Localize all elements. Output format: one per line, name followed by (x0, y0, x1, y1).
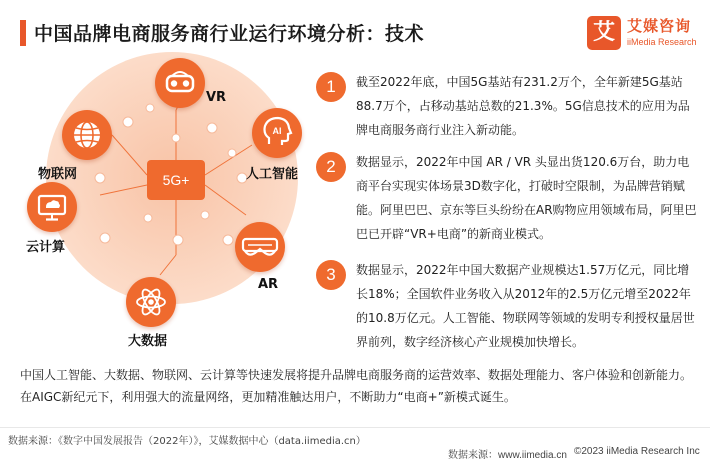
cloud-computing-node (27, 182, 77, 232)
point-1-number: 1 (316, 72, 346, 102)
point-2-number: 2 (316, 152, 346, 182)
ai-label: 人工智能 (246, 167, 299, 182)
globe-icon (62, 110, 112, 160)
svg-text:AI: AI (272, 126, 282, 136)
point-1 (316, 70, 701, 142)
point-3-text: 数据显示，2022年中国大数据产业规模达1.57万亿元，同比增长18%；全国软件业务收入从2012年的2.5万亿元增至2022年的10.8万亿元。人工智能、物联网等领域的发明专利授权量居世界前列，数字经济核心产业规模加快增长。 (356, 263, 695, 349)
hub-5g: 5G+ (147, 160, 205, 200)
point-2-text: 数据显示，2022年中国 AR / VR 头显出货120.6万台，助力电商平台实现实体场景3D数字化，打破时空限制，为品牌营销赋能。阿里巴巴、京东等巨头纷纷在AR购物应用领域布局，阿里巴巴已开辟“VR+电商”的新商业模式。 (356, 155, 697, 241)
point-3-number: 3 (316, 260, 346, 290)
big-data-node (126, 277, 176, 327)
logo-name: 艾媒咨询 (627, 17, 692, 35)
cloud-computing-label: 云计算 (26, 240, 66, 255)
vr-label: VR (206, 90, 227, 105)
technology-diagram (0, 50, 320, 355)
ar-label: AR (258, 277, 279, 292)
data-source: 数据来源：《数字中国发展报告（2022年）》，艾媒数据中心（data.iimedia.cn） (8, 436, 366, 447)
site-url: 数据来源：www.iimedia.cn (448, 450, 567, 461)
ai-head-icon (252, 108, 302, 158)
iot-node (62, 110, 112, 160)
logo-subtitle: iiMedia Research (627, 37, 697, 47)
iot-label: 物联网 (38, 167, 78, 182)
point-3 (316, 258, 701, 354)
big-data-label: 大数据 (128, 334, 168, 349)
footer-divider (0, 427, 710, 428)
atom-icon (126, 277, 176, 327)
title-accent-bar (20, 20, 26, 46)
brand-logo (587, 14, 705, 54)
point-1-text: 截至2022年底，中国5G基站有231.2万个，全年新建5G基站88.7万个，占移动基站总数的21.3%。5G信息技术的应用为品牌电商服务商行业注入新动能。 (356, 75, 690, 137)
point-2 (316, 150, 701, 246)
monitor-icon (27, 182, 77, 232)
vr-node (155, 58, 205, 108)
ai-node (252, 108, 302, 158)
page-title: 中国品牌电商服务商行业运行环境分析：技术 (34, 23, 425, 45)
logo-mark: 艾 (587, 16, 621, 50)
summary-text: 中国人工智能、大数据、物联网、云计算等快速发展将提升品牌电商服务商的运营效率、数据处理能力、客户体验和创新能力。在AIGC新纪元下，利用强大的流量网络，更加精准触达用户，不断助力“电商+”新模式诞生。 (20, 368, 693, 404)
ar-node (235, 222, 285, 272)
vr-headset-icon (155, 58, 205, 108)
ar-glasses-icon (235, 222, 285, 272)
copyright: ©2023 iiMedia Research Inc (574, 446, 700, 457)
